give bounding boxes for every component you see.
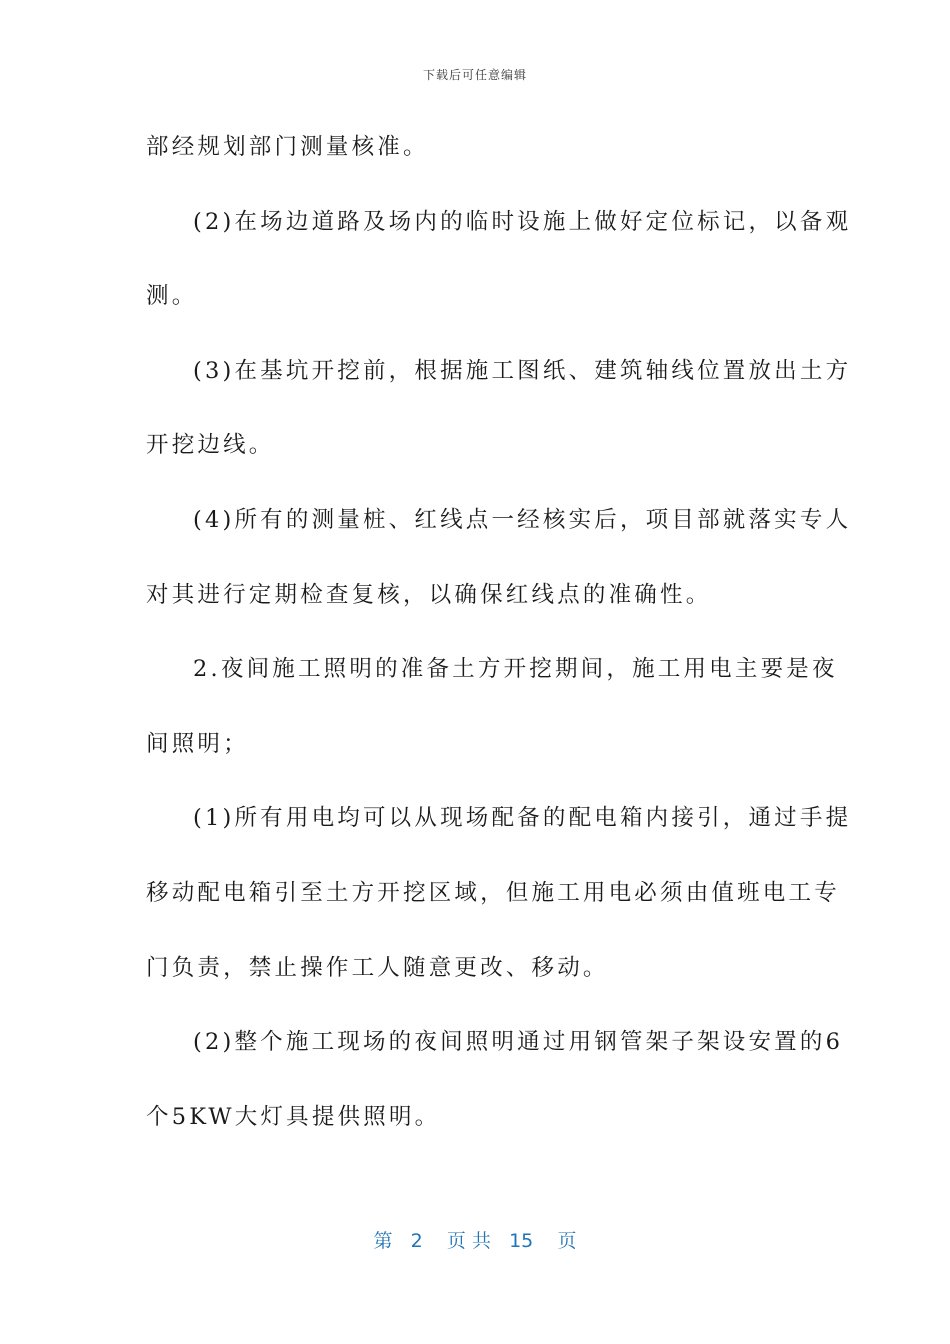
- current-page-number: 2: [410, 1230, 423, 1252]
- total-pages-number: 15: [509, 1230, 534, 1252]
- page-prefix: 第: [373, 1230, 393, 1252]
- paragraph-line: (3)在基坑开挖前，根据施工图纸、建筑轴线位置放出土方: [193, 357, 852, 384]
- paragraph-line: 测。: [146, 283, 198, 310]
- paragraph-line: 开挖边线。: [146, 432, 275, 459]
- paragraph-line: 对其进行定期检查复核，以确保红线点的准确性。: [146, 581, 712, 608]
- page-suffix: 页: [557, 1230, 577, 1252]
- paragraph-line: 间照明；: [146, 730, 249, 757]
- paragraph-line: (2)在场边道路及场内的临时设施上做好定位标记，以备观: [193, 208, 852, 235]
- paragraph-line: (1)所有用电均可以从现场配备的配电箱内接引，通过手提: [193, 805, 852, 832]
- paragraph-line: 个5KW大灯具提供照明。: [146, 1103, 441, 1130]
- paragraph-line: 2.夜间施工照明的准备土方开挖期间，施工用电主要是夜: [193, 656, 838, 683]
- page-footer: [0, 1226, 950, 1253]
- document-body: [146, 126, 852, 1170]
- paragraph-line: 部经规划部门测量核准。: [146, 134, 429, 160]
- paragraph-line: 门负责，禁止操作工人随意更改、移动。: [146, 954, 609, 981]
- paragraph-line: (4)所有的测量桩、红线点一经核实后，项目部就落实专人: [193, 506, 852, 533]
- paragraph-line: 移动配电箱引至土方开挖区域，但施工用电必须由值班电工专: [146, 879, 840, 906]
- page-mid-label: 页 共: [446, 1230, 491, 1252]
- paragraph-line: (2)整个施工现场的夜间照明通过用钢管架子架设安置的6: [193, 1029, 844, 1056]
- page-header: 下载后可任意编辑: [422, 68, 527, 82]
